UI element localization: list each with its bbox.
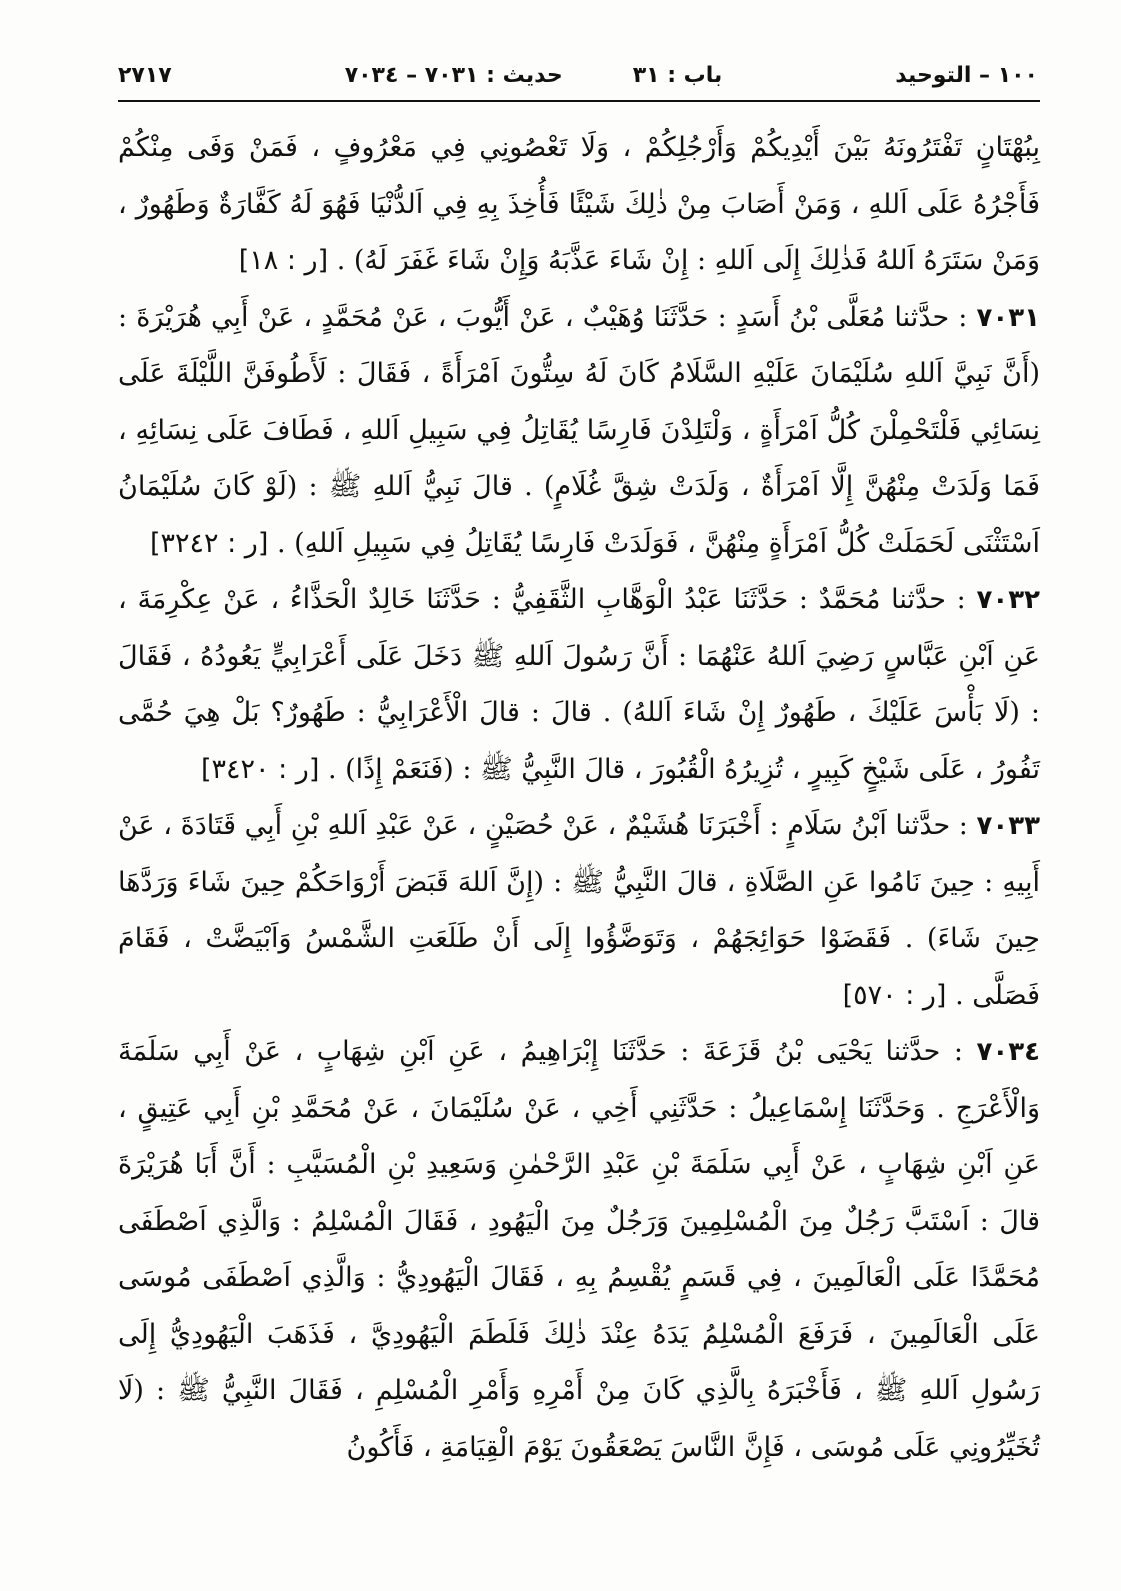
hadith-7033 — [118, 798, 1040, 1024]
header-rule — [118, 100, 1040, 102]
hadith-7032 — [118, 572, 1040, 798]
header-center — [345, 63, 723, 88]
page-body — [118, 120, 1040, 1476]
chapter-title: ١٠٠ – التوحيد — [895, 62, 1038, 88]
cross-reference: [ر : ١٨] — [238, 245, 329, 276]
bab-label: باب : ٣١ — [632, 62, 723, 88]
cross-reference: [ر : ٣٤٢٠] — [200, 753, 320, 785]
cross-reference: [ر : ٥٧٠] — [842, 979, 947, 1011]
hadith-7034 — [118, 1024, 1040, 1476]
paragraph-text: : حدَّثنا مُحَمَّدٌ : حَدَّثَنَا عَبْدُ الْوَهَّابِ الثَّقَفِيُّ : حَدَّثَنَا خَالِدٌ الْحَذَّاءُ ، عَنْ عِكْرِمَةَ ، عَنِ اَبْنِ عَبَّاسٍ رَضِيَ اَللهُ عَنْهُمَا : أَنَّ رَسُولَ اَللهِ ﷺ دَخَلَ عَلَى أَعْرَابِيٍّ يَعُودُهُ ، فَقَالَ : (لَا بَأْسَ عَلَيْكَ ، طَهُورٌ إِنْ شَاءَ اَللهُ) . قالَ : قالَ الْأَعْرَابِيُّ : طَهُورٌ؟ بَلْ هِيَ حُمَّى تَفُورُ ، عَلَى شَيْخٍ كَبِيرٍ ، تُزِيرُهُ الْقُبُورَ ، قالَ النَّبِيُّ ﷺ : (فَنَعَمْ إِذًا) . — [118, 584, 1040, 785]
paragraph-text: : حدَّثنا مُعَلَّى بْنُ أَسَدٍ : حَدَّثَنَا وُهَيْبٌ ، عَنْ أَيُّوبَ ، عَنْ مُحَمَّدٍ ، عَنْ أَبِي هُرَيْرَةَ : (أَنَّ نَبِيَّ اَللهِ سُلَيْمَانَ عَلَيْهِ السَّلَامُ كَانَ لَهُ سِتُّونَ اَمْرَأَةً ، فَقَالَ : لَأَطُوفَنَّ اللَّيْلَةَ عَلَى نِسَائِي فَلْتَحْمِلْنَ كُلُّ اَمْرَأَةٍ ، وَلْتَلِدْنَ فَارِسًا يُقَاتِلُ فِي سَبِيلِ اَللهِ ، فَطَافَ عَلَى نِسَائِهِ ، فَمَا وَلَدَتْ مِنْهُنَّ إِلَّا اَمْرَأَةٌ ، وَلَدَتْ شِقَّ غُلَامٍ) . قالَ نَبِيُّ اَللهِ ﷺ : (لَوْ كَانَ سُلَيْمَانُ اَسْتَثْنَى لَحَمَلَتْ كُلُّ اَمْرَأَةٍ مِنْهُنَّ ، فَوَلَدَتْ فَارِسًا يُقَاتِلُ فِي سَبِيلِ اَللهِ) . — [118, 301, 1040, 559]
hadith-7031 — [118, 290, 1040, 573]
hadith-number: ٧٠٣٢ — [976, 585, 1040, 615]
hadith-number: ٧٠٣٤ — [976, 1037, 1040, 1067]
hadith-number: ٧٠٣٣ — [976, 811, 1040, 841]
paragraph-text: : حدَّثنا اَبْنُ سَلَامٍ : أَخْبَرَنَا هُشَيْمٌ ، عَنْ حُصَيْنٍ ، عَنْ عَبْدِ اَللهِ بْنِ أَبِي قَتَادَةَ ، عَنْ أَبِيهِ : حِينَ نَامُوا عَنِ الصَّلَاةِ ، قالَ النَّبِيُّ ﷺ : (إِنَّ اَللهَ قَبَضَ أَرْوَاحَكُمْ حِينَ شَاءَ وَرَدَّهَا حِينَ شَاءَ) . فَقَضَوْا حَوَائِجَهُمْ ، وَتَوَضَّؤُوا إِلَى أَنْ طَلَعَتِ الشَّمْسُ وَاَبْيَضَّتْ ، فَقَامَ فَصَلَّى . — [118, 810, 1040, 1011]
hadith-range: حديث : ٧٠٣١ – ٧٠٣٤ — [344, 62, 563, 88]
page-header — [118, 55, 1038, 95]
page-number: ٢٧١٧ — [118, 62, 172, 88]
paragraph-text: بِبُهْتَانٍ تَفْتَرُونَهُ بَيْنَ أَيْدِيكُمْ وَأَرْجُلِكُمْ ، وَلَا تَعْصُونِي فِي مَعْرُوفٍ ، فَمَنْ وَفَى مِنْكُمْ فَأَجْرُهُ عَلَى اَللهِ ، وَمَنْ أَصَابَ مِنْ ذٰلِكَ شَيْئًا فَأُخِذَ بِهِ فِي اَلدُّنْيَا فَهُوَ لَهُ كَفَّارَةٌ وَطَهُورٌ ، وَمَنْ سَتَرَهُ اَللهُ فَذٰلِكَ إِلَى اَللهِ : إِنْ شَاءَ عَذَّبَهُ وَإِنْ شَاءَ غَفَرَ لَهُ) . — [118, 132, 1040, 276]
paragraph-text: : حدَّثنا يَحْيَى بْنُ قَزَعَةَ : حَدَّثَنَا إِبْرَاهِيمُ ، عَنِ اَبْنِ شِهَابٍ ، عَنْ أَبِي سَلَمَةَ وَالْأَعْرَجِ . وَحَدَّثَنَا إِسْمَاعِيلُ : حَدَّثَنِي أَخِي ، عَنْ سُلَيْمَانَ ، عَنْ مُحَمَّدِ بْنِ أَبِي عَتِيقٍ ، عَنِ اَبْنِ شِهَابٍ ، عَنْ أَبِي سَلَمَةَ بْنِ عَبْدِ الرَّحْمٰنِ وَسَعِيدِ بْنِ الْمُسَيَّبِ : أَنَّ أَبَا هُرَيْرَةَ قالَ : اَسْتَبَّ رَجُلٌ مِنَ الْمُسْلِمِينَ وَرَجُلٌ مِنَ الْيَهُودِ ، فَقَالَ الْمُسْلِمُ : وَالَّذِي اَصْطَفَى مُحَمَّدًا عَلَى الْعَالَمِينَ ، فِي قَسَمٍ يُقْسِمُ بِهِ ، فَقَالَ الْيَهُودِيُّ : وَالَّذِي اَصْطَفَى مُوسَى عَلَى الْعَالَمِينَ ، فَرَفَعَ الْمُسْلِمُ يَدَهُ عِنْدَ ذٰلِكَ فَلَطَمَ الْيَهُودِيَّ ، فَذَهَبَ الْيَهُودِيُّ إِلَى رَسُولِ اَللهِ ﷺ ، فَأَخْبَرَهُ بِالَّذِي كَانَ مِنْ أَمْرِهِ وَأَمْرِ الْمُسْلِمِ ، فَقَالَ النَّبِيُّ ﷺ : (لَا تُخَيِّرُونِي عَلَى مُوسَى ، فَإِنَّ النَّاسَ يَصْعَقُونَ يَوْمَ الْقِيَامَةِ ، فَأَكُونُ — [118, 1036, 1040, 1463]
cross-reference: [ر : ٣٢٤٢] — [149, 527, 269, 559]
hadith-number: ٧٠٣١ — [976, 302, 1040, 333]
paragraph-continuation — [118, 120, 1040, 290]
